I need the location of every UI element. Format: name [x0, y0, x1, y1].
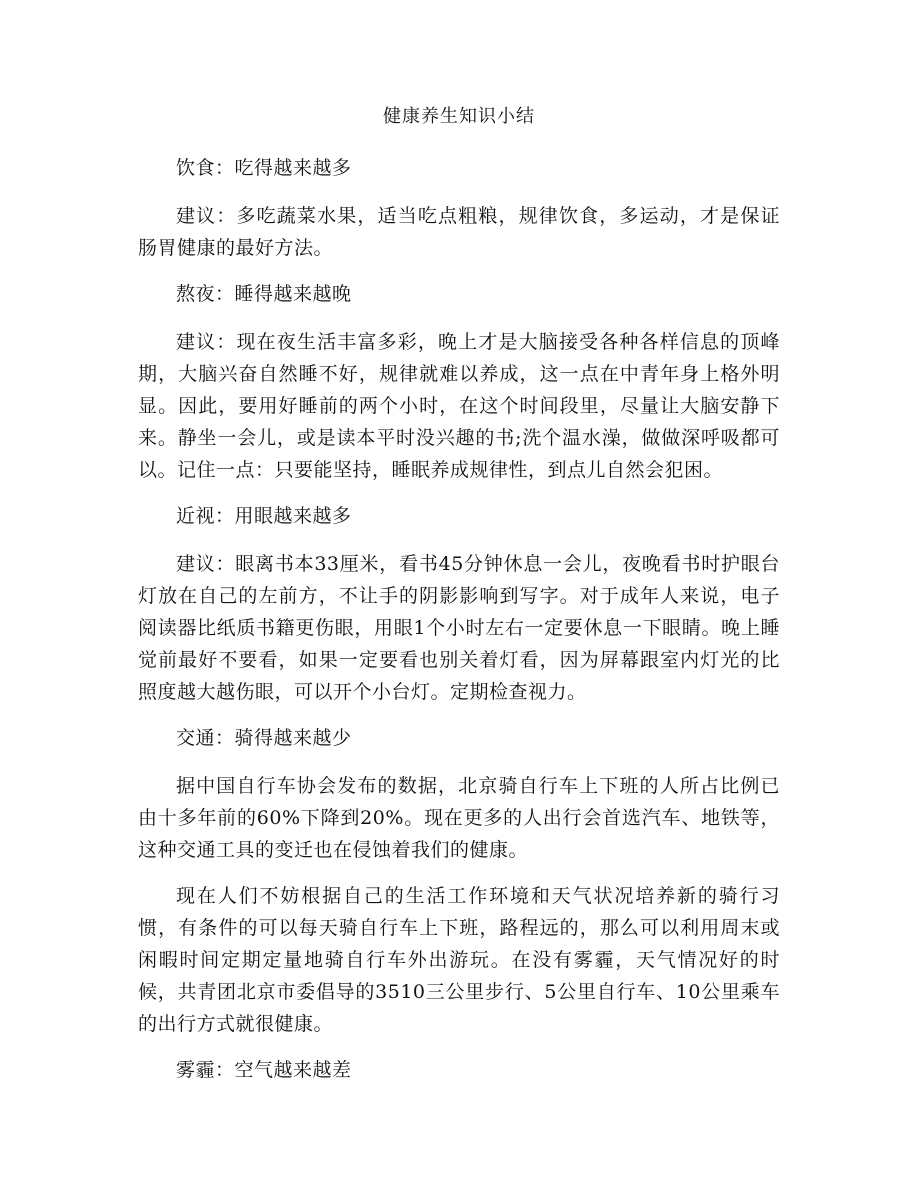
paragraph-eye-advice: 建议：眼离书本33厘米，看书45分钟休息一会儿，夜晚看书时护眼台灯放在自己的左前方，不让手的阴影影响到写字。对于成年人来说，电子阅读器比纸质书籍更伤眼，用眼1个小时左右一定要休息一下眼睛。晚上睡觉前最好不要看，如果一定要看也别关着灯看，因为屏幕跟室内灯光的比照度越大越伤眼，可以开个小台灯。定期检查视力。	[138, 553, 780, 703]
section-heading-diet: 饮食：吃得越来越多	[176, 157, 352, 179]
section-heading-myopia: 近视：用眼越来越多	[176, 505, 352, 527]
document-page	[138, 104, 780, 1102]
paragraph-diet-advice: 建议：多吃蔬菜水果，适当吃点粗粮，规律饮食，多运动，才是保证肠胃健康的最好方法。	[138, 205, 780, 259]
paragraph-cycling-data: 据中国自行车协会发布的数据，北京骑自行车上下班的人所占比例已由十多年前的60%下降到20%。现在更多的人出行会首选汽车、地铁等，这种交通工具的变迁也在侵蚀着我们的健康。	[138, 775, 780, 861]
section-heading-staying-up: 熬夜：睡得越来越晚	[176, 283, 352, 305]
section-heading-transport: 交通：骑得越来越少	[176, 727, 352, 749]
section-heading-smog: 雾霾：空气越来越差	[176, 1059, 352, 1081]
document-title: 健康养生知识小结	[383, 106, 535, 127]
paragraph-sleep-advice: 建议：现在夜生活丰富多彩，晚上才是大脑接受各种各样信息的顶峰期，大脑兴奋自然睡不好，规律就难以养成，这一点在中青年身上格外明显。因此，要用好睡前的两个小时，在这个时间段里，尽量让大脑安静下来。静坐一会儿，或是读本平时没兴趣的书;洗个温水澡，做做深呼吸都可以。记住一点：只要能坚持，睡眠养成规律性，到点儿自然会犯困。	[138, 331, 780, 481]
paragraph-cycling-advice: 现在人们不妨根据自己的生活工作环境和天气状况培养新的骑行习惯，有条件的可以每天骑自行车上下班，路程远的，那么可以利用周末或闲暇时间定期定量地骑自行车外出游玩。在没有雾霾，天气情况好的时候，共青团北京市委倡导的3510三公里步行、5公里自行车、10公里乘车的出行方式就很健康。	[138, 885, 780, 1035]
